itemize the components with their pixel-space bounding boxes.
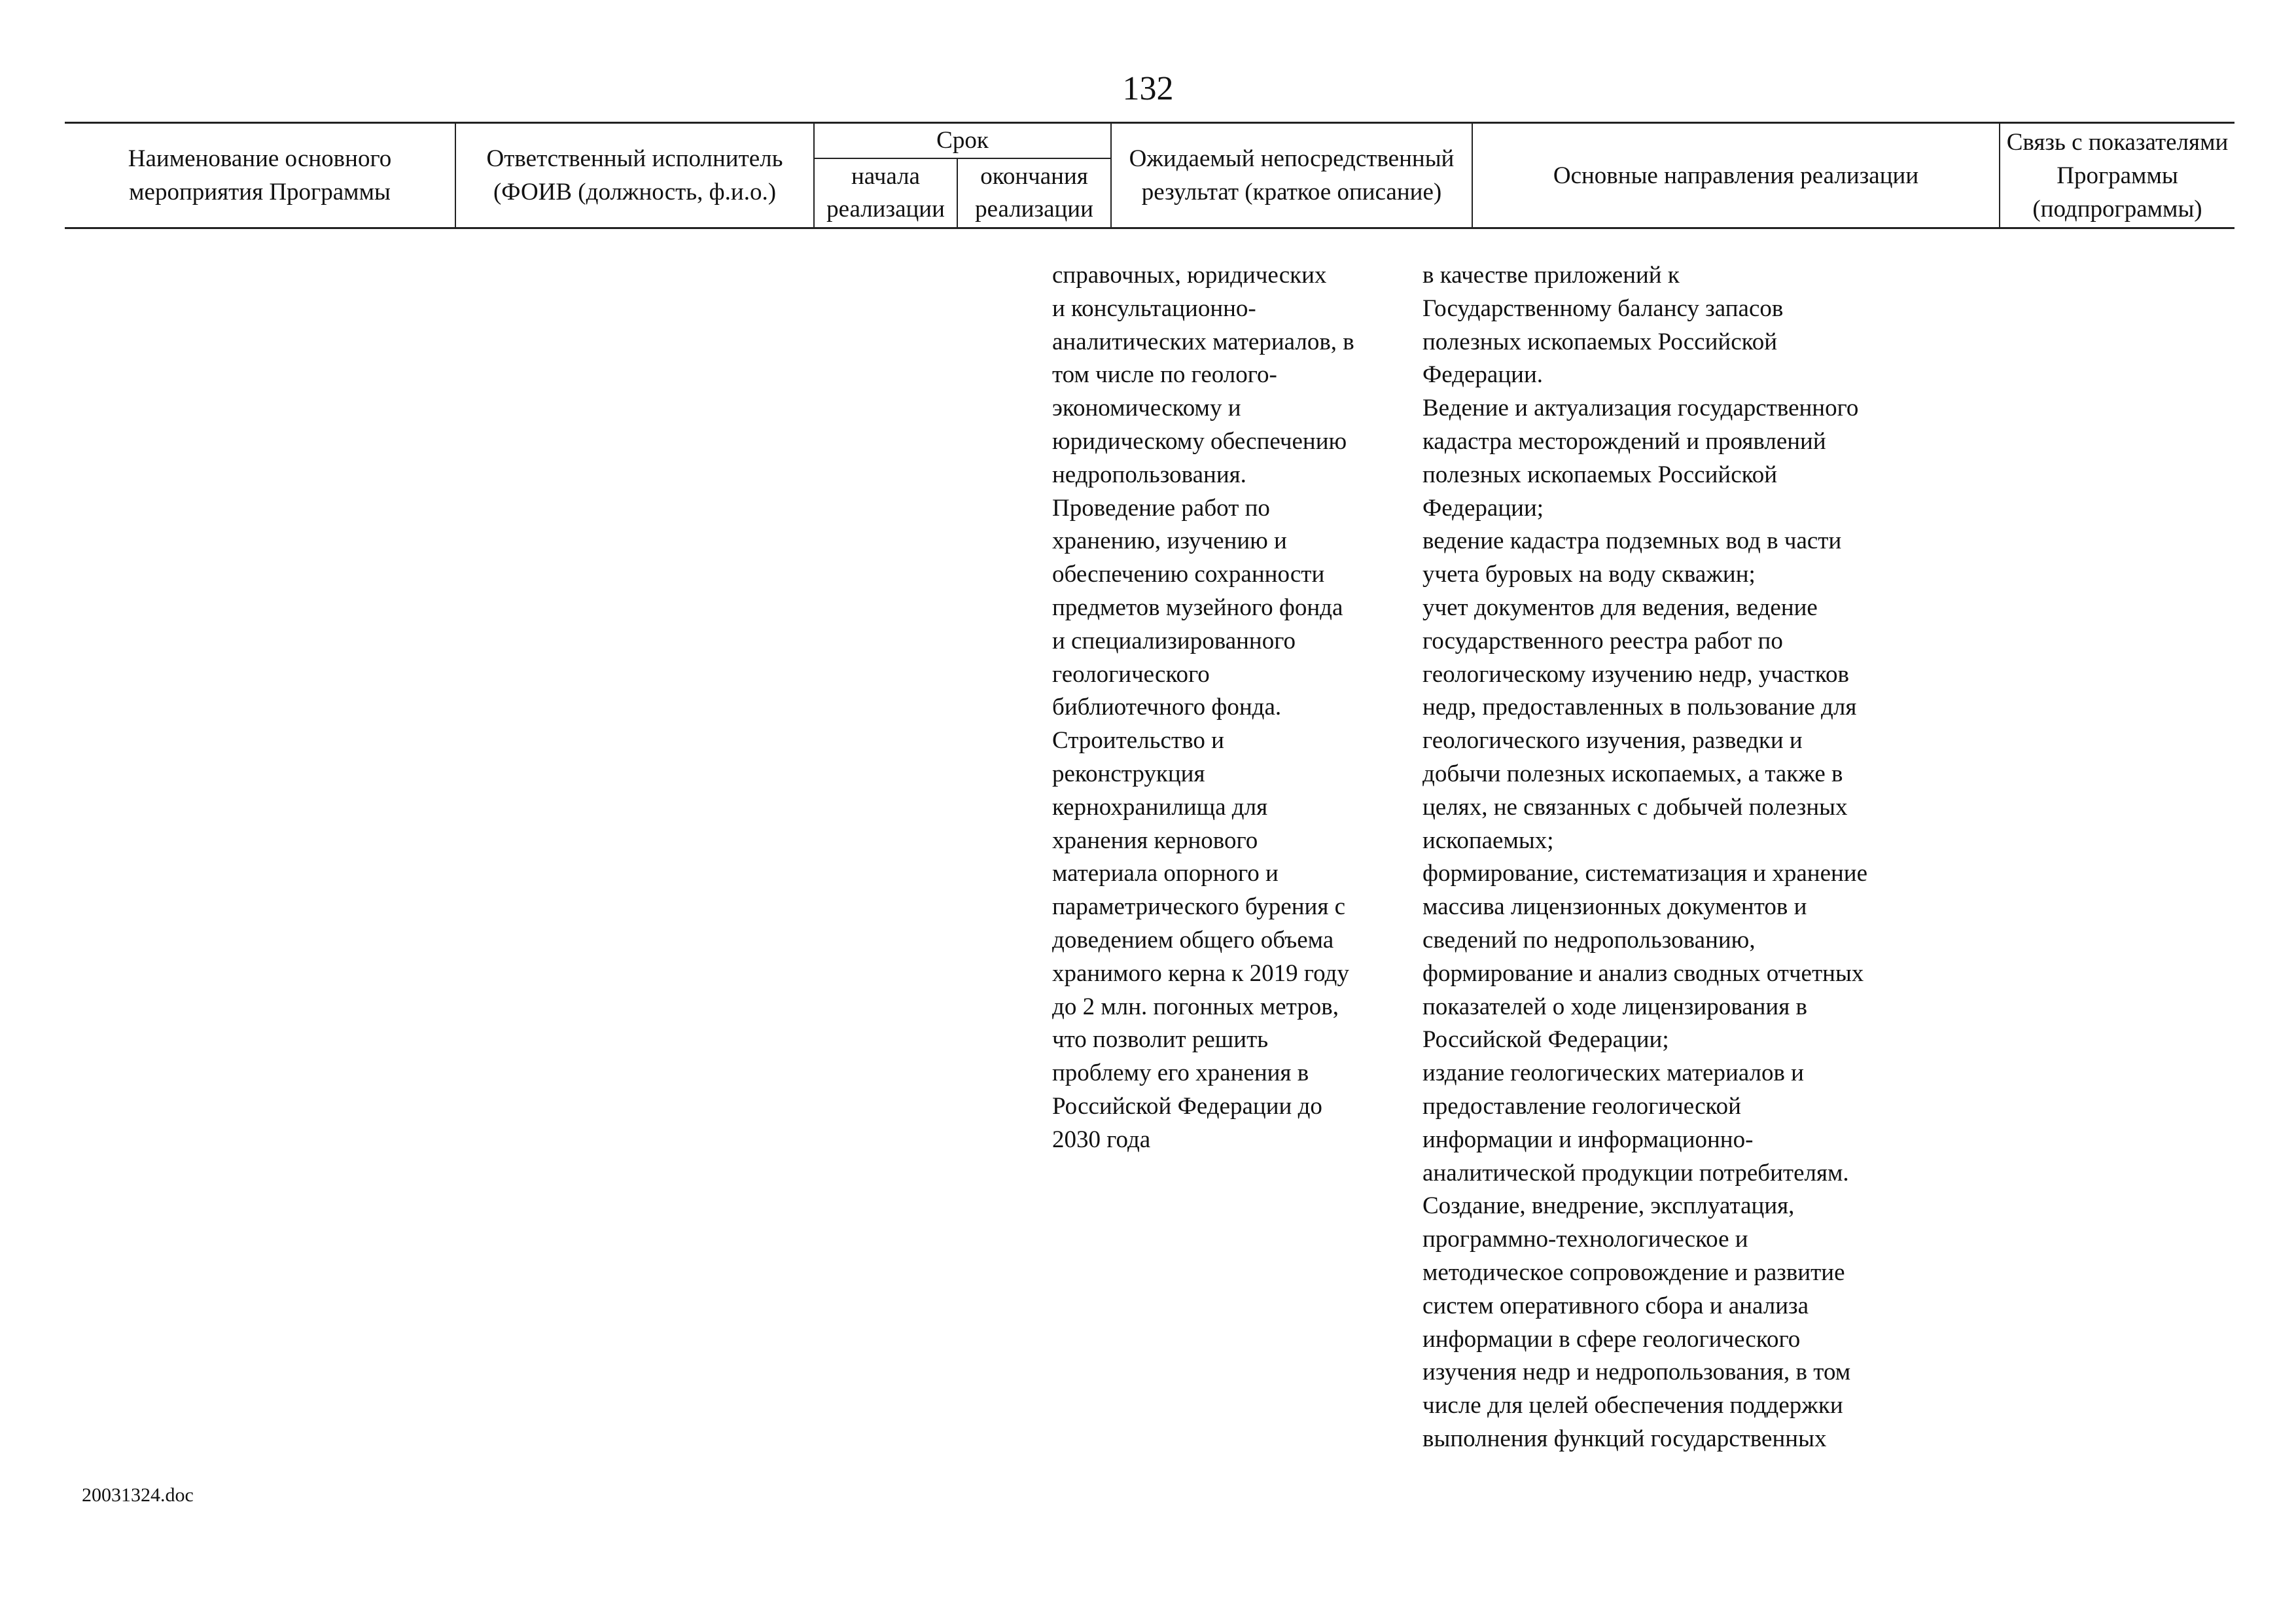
text-line: государственного реестра работ по	[1422, 627, 1783, 654]
text-line: формирование и анализ сводных отчетных	[1422, 959, 1864, 987]
text-line: кадастра месторождений и проявлений	[1422, 427, 1826, 455]
text-line: программно-технологическое и	[1422, 1226, 1748, 1253]
text-line: изучения недр и недропользования, в том	[1422, 1359, 1851, 1386]
text-line: недр, предоставленных в пользование для	[1422, 694, 1857, 721]
text-line: информации в сфере геологического	[1422, 1325, 1801, 1353]
text-line: доведением общего объема	[1052, 926, 1334, 954]
text-line: библиотечного фонда.	[1052, 694, 1282, 721]
text-line: полезных ископаемых Российской	[1422, 461, 1778, 488]
document-id: 20031324.doc	[82, 1484, 194, 1506]
text-line: сведений по недропользованию,	[1422, 926, 1756, 954]
text-line: систем оперативного сбора и анализа	[1422, 1292, 1809, 1319]
result-column-text	[1052, 259, 1354, 1157]
header-col-name: Наименование основного мероприятия Программы	[128, 145, 392, 205]
text-line: Проведение работ по	[1052, 494, 1270, 522]
directions-column-text	[1422, 259, 1867, 1456]
text-line: материала опорного и	[1052, 860, 1279, 887]
text-line: до 2 млн. погонных метров,	[1052, 993, 1339, 1020]
text-line: обеспечению сохранности	[1052, 561, 1325, 588]
header-col-indicators: Связь с показателями Программы (подпрограммы)	[2006, 128, 2229, 223]
text-line: аналитических материалов, в	[1052, 328, 1354, 355]
text-line: Ведение и актуализация государственного	[1422, 395, 1859, 422]
text-line: информации и информационно-	[1422, 1126, 1754, 1153]
text-line: Федерации.	[1422, 361, 1543, 389]
text-line: издание геологических материалов и	[1422, 1060, 1804, 1087]
text-line: 2030 года	[1052, 1126, 1151, 1153]
page-number: 132	[1122, 70, 1174, 107]
text-line: хранению, изучению и	[1052, 527, 1287, 555]
text-line: показателей о ходе лицензирования в	[1422, 993, 1807, 1020]
header-col-result: Ожидаемый непосредственный результат (краткое описание)	[1129, 145, 1455, 205]
text-line: методическое сопровождение и развитие	[1422, 1258, 1845, 1286]
text-line: и консультационно-	[1052, 294, 1256, 322]
text-line: реконструкция	[1052, 760, 1205, 787]
text-line: что позволит решить	[1052, 1026, 1269, 1054]
text-line: предметов музейного фонда	[1052, 594, 1343, 621]
text-line: аналитической продукции потребителям.	[1422, 1159, 1849, 1186]
header-col-responsible: Ответственный исполнитель (ФОИВ (должность, ф.и.о.)	[486, 145, 783, 205]
text-line: числе для целей обеспечения поддержки	[1422, 1392, 1843, 1419]
text-line: кернохранилища для	[1052, 793, 1268, 821]
text-line: выполнения функций государственных	[1422, 1425, 1827, 1452]
text-line: недропользования.	[1052, 461, 1246, 488]
text-line: ископаемых;	[1422, 827, 1554, 854]
text-line: целях, не связанных с добычей полезных	[1422, 793, 1848, 821]
header-col-term-end: окончания реализации	[975, 163, 1093, 223]
text-line: том числе по геолого-	[1052, 361, 1277, 389]
text-line: учет документов для ведения, ведение	[1422, 594, 1818, 621]
text-line: полезных ископаемых Российской	[1422, 328, 1778, 355]
text-line: ведение кадастра подземных вод в части	[1422, 527, 1842, 555]
table-header	[65, 122, 2234, 229]
text-line: формирование, систематизация и хранение	[1422, 860, 1868, 887]
text-line: массива лицензионных документов и	[1422, 893, 1807, 921]
text-line: Федерации;	[1422, 494, 1544, 522]
text-line: Строительство и	[1052, 727, 1224, 755]
text-line: проблему его хранения в	[1052, 1060, 1309, 1087]
text-line: справочных, юридических	[1052, 262, 1327, 289]
text-line: и специализированного	[1052, 627, 1296, 654]
header-col-directions: Основные направления реализации	[1553, 162, 1919, 189]
text-line: в качестве приложений к	[1422, 262, 1680, 289]
text-line: экономическому и	[1052, 395, 1241, 422]
text-line: хранения кернового	[1052, 827, 1258, 854]
text-line: геологическому изучению недр, участков	[1422, 660, 1849, 688]
text-line: геологического	[1052, 660, 1210, 688]
text-line: предоставление геологической	[1422, 1092, 1741, 1120]
text-line: учета буровых на воду скважин;	[1422, 561, 1756, 588]
text-line: Создание, внедрение, эксплуатация,	[1422, 1192, 1795, 1220]
header-col-term: Срок	[936, 127, 989, 154]
text-line: добычи полезных ископаемых, а также в	[1422, 760, 1843, 787]
header-col-term-start: начала реализации	[826, 163, 945, 223]
text-line: геологического изучения, разведки и	[1422, 727, 1803, 755]
text-line: юридическому обеспечению	[1052, 427, 1347, 455]
text-line: параметрического бурения с	[1052, 893, 1346, 921]
text-line: Российской Федерации;	[1422, 1026, 1669, 1054]
text-line: Российской Федерации до	[1052, 1092, 1322, 1120]
text-line: Государственному балансу запасов	[1422, 294, 1784, 322]
text-line: хранимого керна к 2019 году	[1052, 959, 1349, 987]
